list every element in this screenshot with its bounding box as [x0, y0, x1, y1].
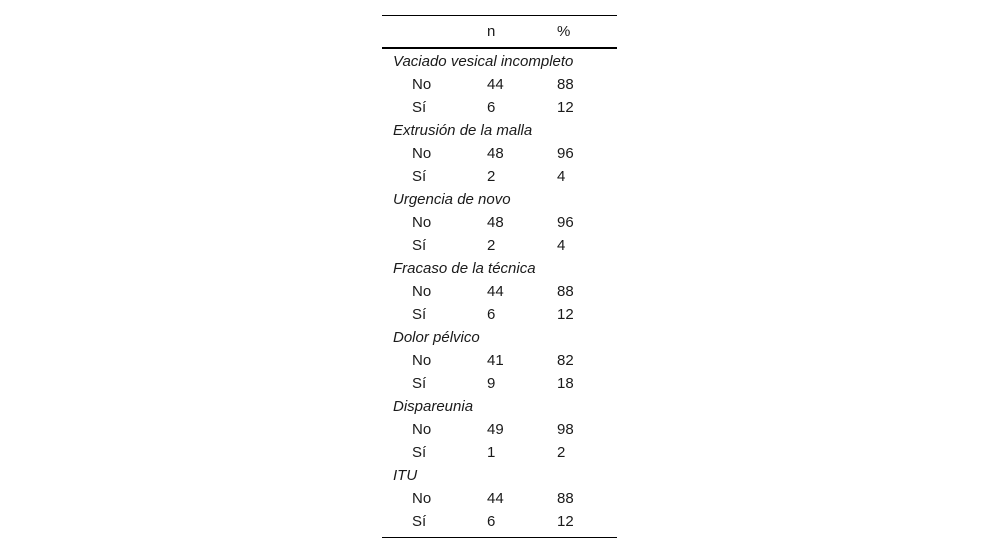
cell-n: 44 — [487, 76, 504, 93]
group-label: ITU — [393, 467, 418, 484]
row-label: Sí — [412, 168, 427, 185]
group-label: Vaciado vesical incompleto — [393, 53, 574, 70]
table-row — [382, 441, 617, 464]
table-row — [382, 165, 617, 188]
group-row — [382, 257, 617, 280]
table-row — [382, 349, 617, 372]
row-label: Sí — [412, 237, 427, 254]
row-label: No — [412, 352, 432, 369]
cell-n: 49 — [487, 421, 504, 438]
cell-n: 2 — [487, 168, 496, 185]
table-body — [382, 49, 617, 537]
cell-n: 9 — [487, 375, 496, 392]
group-row — [382, 188, 617, 211]
group-label: Urgencia de novo — [393, 191, 511, 208]
table-row — [382, 280, 617, 303]
table-row — [382, 211, 617, 234]
row-label: Sí — [412, 375, 427, 392]
group-row — [382, 326, 617, 349]
cell-percent: 12 — [557, 306, 574, 323]
row-label: No — [412, 76, 432, 93]
cell-n: 44 — [487, 283, 504, 300]
group-label: Dispareunia — [393, 398, 474, 415]
table-row — [382, 487, 617, 510]
cell-percent: 88 — [557, 76, 574, 93]
cell-n: 41 — [487, 352, 504, 369]
cell-percent: 88 — [557, 283, 574, 300]
cell-percent: 18 — [557, 375, 574, 392]
cell-n: 6 — [487, 306, 496, 323]
cell-percent: 98 — [557, 421, 574, 438]
group-label: Fracaso de la técnica — [393, 260, 536, 277]
complications-table — [382, 15, 617, 538]
table-row — [382, 96, 617, 119]
table-row — [382, 372, 617, 395]
table-row — [382, 142, 617, 165]
row-label: No — [412, 283, 432, 300]
cell-n: 48 — [487, 145, 504, 162]
cell-n: 44 — [487, 490, 504, 507]
table-bottom-rule — [382, 537, 617, 538]
row-label: Sí — [412, 99, 427, 116]
cell-percent: 2 — [557, 444, 566, 461]
row-label: Sí — [412, 306, 427, 323]
header-percent: % — [557, 23, 571, 40]
row-label: No — [412, 490, 432, 507]
table-row — [382, 303, 617, 326]
table-row — [382, 234, 617, 257]
table-header-row — [382, 16, 617, 47]
group-row — [382, 119, 617, 142]
row-label: No — [412, 145, 432, 162]
table-row — [382, 510, 617, 533]
cell-percent: 96 — [557, 214, 574, 231]
cell-percent: 12 — [557, 513, 574, 530]
cell-percent: 96 — [557, 145, 574, 162]
cell-n: 6 — [487, 513, 496, 530]
group-label: Dolor pélvico — [393, 329, 480, 346]
group-row — [382, 50, 617, 73]
row-label: No — [412, 421, 432, 438]
cell-percent: 4 — [557, 237, 566, 254]
row-label: Sí — [412, 513, 427, 530]
cell-n: 2 — [487, 237, 496, 254]
cell-percent: 4 — [557, 168, 566, 185]
table-row — [382, 73, 617, 96]
group-row — [382, 464, 617, 487]
cell-percent: 88 — [557, 490, 574, 507]
cell-n: 6 — [487, 99, 496, 116]
group-label: Extrusión de la malla — [393, 122, 533, 139]
cell-n: 48 — [487, 214, 504, 231]
table-row — [382, 418, 617, 441]
cell-percent: 82 — [557, 352, 574, 369]
group-row — [382, 395, 617, 418]
row-label: No — [412, 214, 432, 231]
cell-n: 1 — [487, 444, 496, 461]
header-n: n — [487, 23, 496, 40]
cell-percent: 12 — [557, 99, 574, 116]
row-label: Sí — [412, 444, 427, 461]
